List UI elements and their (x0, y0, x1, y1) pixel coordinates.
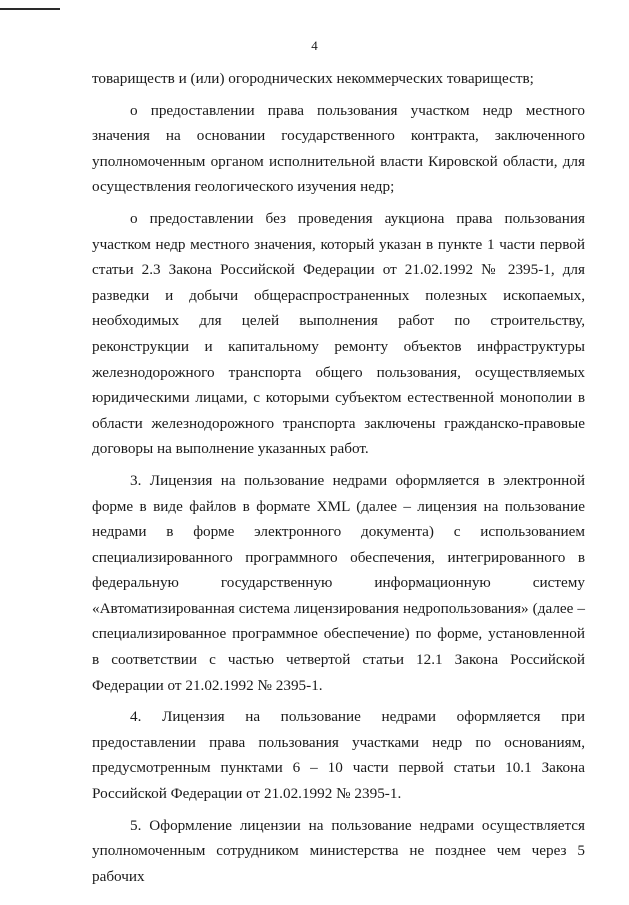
paragraph-without-auction: о предоставлении без проведения аукциона права пользования участком недр местного значения, который указан в пункте 1 части первой статьи 2.3 Закона Российской Федерации от 21.02.1992 № 2395-1, для разведки и добычи общераспространенных полезных ископаемых, необходимых для целей выполнения работ по строительству, реконструкции и капитальному ремонту объектов инфраструктуры железнодорожного транспорта общего пользования, осуществляемых юридическими лицами, с которыми субъектом естественной монополии в области железнодорожного транспорта заключены гражданско-правовые договоры на выполнение указанных работ. (92, 209, 585, 458)
paragraph-item-4: 4. Лицензия на пользование недрами оформляется при предоставлении права пользования участками недр по основаниям, предусмотренным пунктами 6 – 10 части первой статьи 10.1 Закона Российской Федерации от 21.02.1992 № 2395-1. (92, 708, 585, 803)
paragraph-subsoil-use-rights-contract: о предоставлении права пользования участком недр местного значения на основании государственного контракта, заключенного уполномоченным органом исполнительной власти Кировской области, для осуществления геологического изучения недр; (92, 101, 585, 196)
page-number: 4 (311, 38, 318, 53)
paragraph-item-3: 3. Лицензия на пользование недрами оформляется в электронной форме в виде файлов в формате XML (далее – лицензия на пользование недрами в форме электронного документа) с использованием специализированного программного обеспечения, интегрированного в федеральную государственную информационную систему «Автоматизированная система лицензирования недропользования» (далее – специализированное программное обеспечение) по форме, установленной в соответствии с частью четвертой статьи 12.1 Закона Российской Федерации от 21.02.1992 № 2395-1. (92, 471, 585, 694)
top-edge-rule (0, 8, 60, 10)
document-body (92, 66, 585, 889)
paragraph-item-5: 5. Оформление лицензии на пользование недрами осуществляется уполномоченным сотрудником министерства не позднее чем через 5 рабочих (92, 816, 585, 885)
paragraph-continuation: товариществ и (или) огороднических некоммерческих товариществ; (92, 70, 534, 87)
